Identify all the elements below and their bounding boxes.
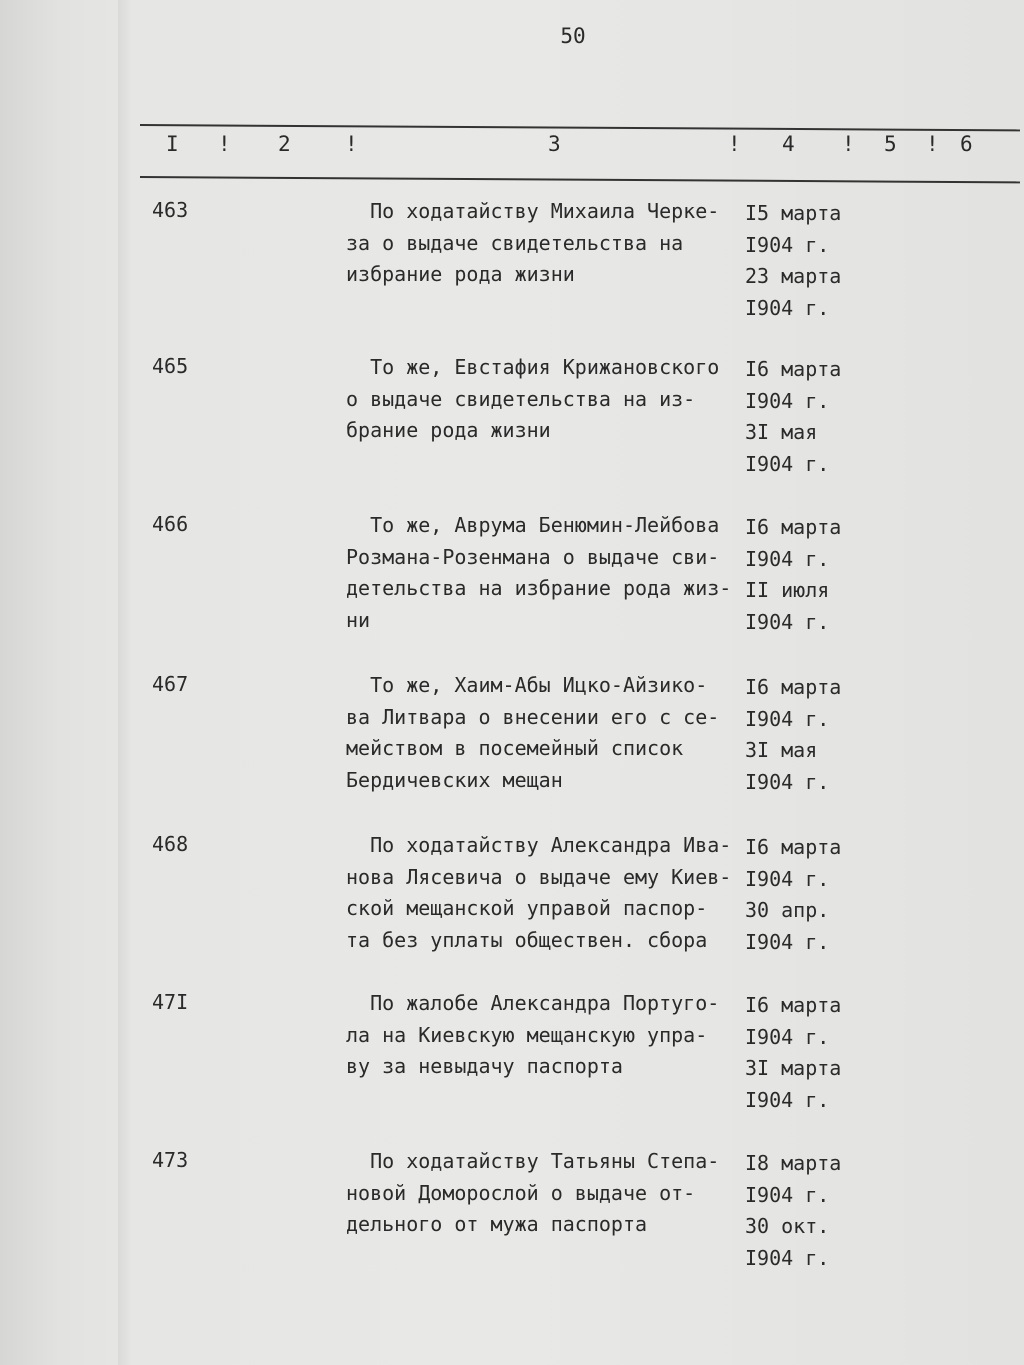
date-line: I904 г. — [745, 929, 830, 954]
date-line: I904 г. — [745, 388, 830, 413]
entry-dates — [745, 990, 875, 1116]
date-line: I904 г. — [745, 609, 830, 634]
description-line: ва Литвара о внесении его с се- — [346, 704, 720, 729]
entry-description — [346, 670, 746, 796]
entry-number: 467 — [152, 672, 189, 696]
date-line: 30 апр. — [745, 898, 830, 922]
date-line: 3I марта — [745, 1056, 842, 1080]
date-line: I6 марта — [745, 357, 842, 381]
entry-description — [346, 1146, 746, 1241]
column-separator: ! — [842, 132, 855, 156]
date-line: I6 марта — [745, 675, 842, 699]
column-separator: ! — [345, 132, 358, 156]
date-line: I904 г. — [745, 232, 830, 257]
description-line: То же, Хаим-Абы Ицко-Айзико- — [346, 673, 708, 697]
page-fold-shadow — [118, 0, 132, 1365]
date-line: I6 марта — [745, 993, 842, 1017]
column-separator: ! — [728, 132, 741, 156]
column-header: 4 — [782, 132, 795, 156]
date-line: I904 г. — [745, 769, 830, 794]
entry-dates — [745, 512, 875, 638]
description-line: брание рода жизни — [346, 418, 551, 442]
description-line: То же, Аврума Бенюмин-Лейбова — [346, 513, 720, 537]
description-line: Розмана-Розенмана о выдаче сви- — [346, 544, 720, 569]
date-line: I904 г. — [745, 546, 830, 571]
date-line: I6 марта — [745, 835, 842, 859]
date-line: 23 марта — [745, 264, 842, 288]
entry-dates — [745, 354, 875, 480]
entry-dates — [745, 672, 875, 798]
description-line: о выдаче свидетельства на из- — [346, 386, 696, 411]
column-header: 5 — [884, 132, 897, 156]
description-line: ни — [346, 607, 371, 632]
entry-number: 466 — [152, 512, 189, 536]
column-header: 6 — [960, 132, 973, 156]
column-header: I — [166, 132, 179, 156]
description-line: за о выдаче свидетельства на — [346, 230, 684, 255]
date-line: I904 г. — [745, 451, 830, 476]
description-line: По ходатайству Михаила Черке- — [346, 199, 720, 223]
entry-dates — [745, 832, 875, 958]
description-line: дельного от мужа паспорта — [346, 1212, 648, 1236]
entry-description — [346, 988, 746, 1083]
date-line: I904 г. — [745, 866, 830, 891]
entry-number: 463 — [152, 198, 189, 222]
column-separator: ! — [218, 132, 231, 156]
description-line: новой Доморослой о выдаче от- — [346, 1180, 696, 1205]
description-line: Бердичевских мещан — [346, 767, 563, 792]
description-line: По ходатайству Александра Ива- — [346, 833, 732, 857]
table-header-rule — [140, 176, 1020, 183]
page-number: 50 — [560, 24, 586, 48]
description-line: ву за невыдачу паспорта — [346, 1054, 623, 1078]
entry-dates — [745, 1148, 875, 1274]
entry-number: 465 — [152, 354, 189, 378]
date-line: I5 марта — [745, 201, 842, 225]
date-line: 3I мая — [745, 738, 818, 762]
entry-description — [346, 352, 746, 447]
entry-description — [346, 510, 746, 636]
description-line: избрание рода жизни — [346, 262, 575, 286]
date-line: 30 окт. — [745, 1214, 830, 1238]
entry-number: 468 — [152, 832, 189, 856]
description-line: мейством в посемейный список — [346, 736, 684, 760]
entry-description — [346, 830, 746, 956]
date-line: I6 марта — [745, 515, 842, 539]
date-line: I904 г. — [745, 1087, 830, 1112]
date-line: I904 г. — [745, 295, 830, 320]
description-line: По жалобе Александра Португо- — [346, 991, 720, 1015]
entry-number: 473 — [152, 1148, 189, 1172]
description-line: По ходатайству Татьяны Степа- — [346, 1149, 720, 1173]
date-line: II июля — [745, 578, 830, 602]
entry-dates — [745, 198, 875, 324]
date-line: I904 г. — [745, 706, 830, 731]
description-line: нова Лясевича о выдаче ему Киев- — [346, 864, 732, 889]
date-line: 3I мая — [745, 420, 818, 444]
entry-number: 47I — [152, 990, 189, 1014]
description-line: детельства на избрание рода жиз- — [346, 576, 732, 600]
date-line: I8 марта — [745, 1151, 842, 1175]
table-top-rule — [140, 124, 1020, 131]
column-separator: ! — [926, 132, 939, 156]
description-line: ла на Киевскую мещанскую упра- — [346, 1022, 708, 1047]
date-line: I904 г. — [745, 1024, 830, 1049]
date-line: I904 г. — [745, 1182, 830, 1207]
entry-description — [346, 196, 746, 291]
description-line: та без уплаты обществен. сбора — [346, 927, 708, 952]
column-header: 3 — [548, 132, 561, 156]
description-line: ской мещанской управой паспор- — [346, 896, 708, 920]
description-line: То же, Евстафия Крижановского — [346, 355, 720, 379]
date-line: I904 г. — [745, 1245, 830, 1270]
column-header: 2 — [278, 132, 291, 156]
